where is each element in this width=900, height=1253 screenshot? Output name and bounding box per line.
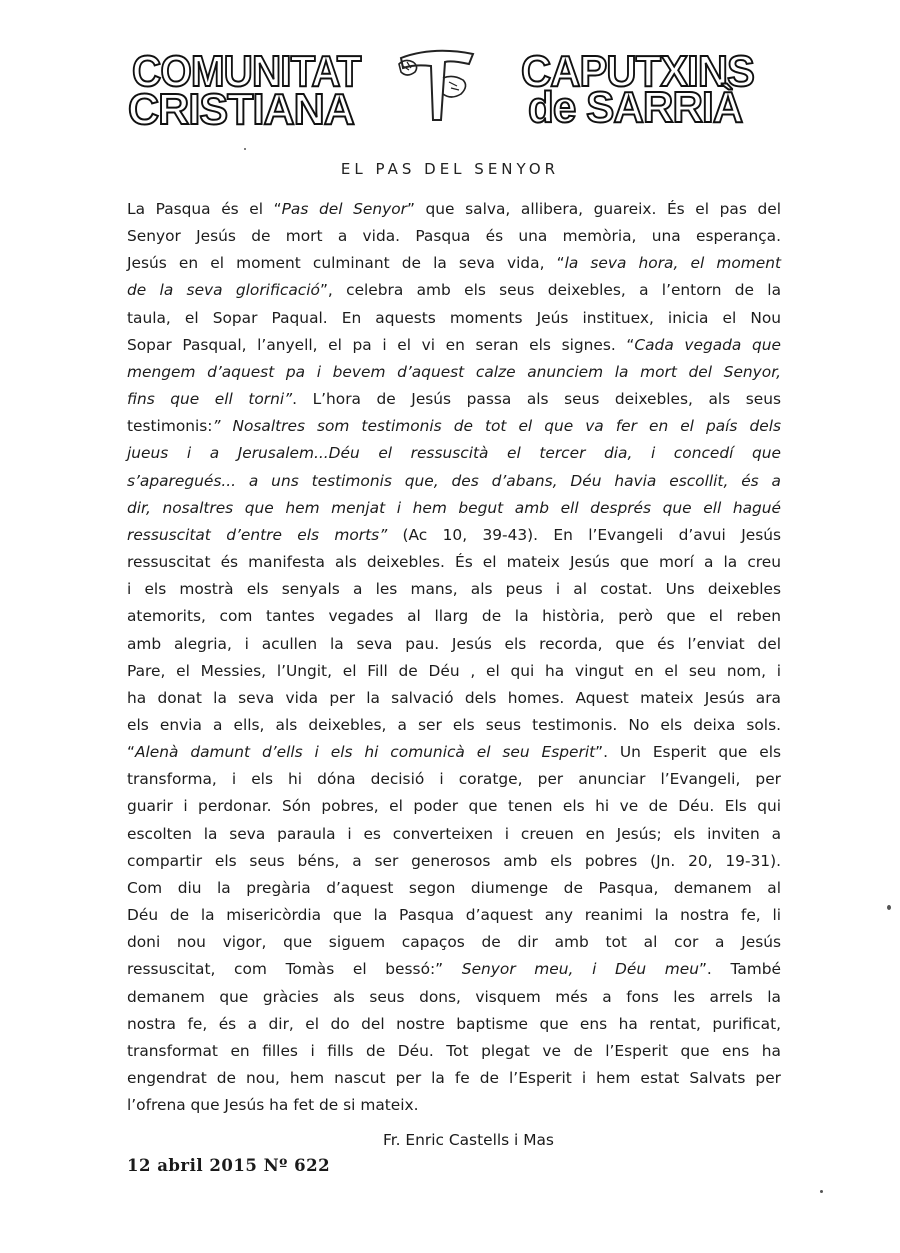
body-text: ressuscitat és manifesta als deixebles. És el mateix Jesús que morí a la creu bbox=[127, 553, 781, 572]
article-line bbox=[127, 495, 781, 522]
italic-quote-text: la seva hora, el moment bbox=[564, 254, 781, 273]
logo-right-line2: de SARRIÀ bbox=[528, 83, 743, 132]
body-text: ressuscitat, com Tomàs el bessó:” bbox=[127, 960, 462, 979]
issue-date-number: 12 abril 2015 Nº 622 bbox=[127, 1156, 331, 1175]
article-line bbox=[127, 413, 781, 440]
italic-quote-text: Senyor meu, i Déu meu bbox=[461, 960, 699, 979]
signature: Fr. Enric Castells i Mas bbox=[383, 1131, 554, 1149]
body-text: l’ofrena que Jesús ha fet de si mateix. bbox=[127, 1096, 419, 1115]
article-line bbox=[127, 223, 781, 250]
article-line bbox=[127, 956, 781, 983]
article-line bbox=[127, 386, 781, 413]
body-text: engendrat de nou, hem nascut per la fe de l’Esperit i hem estat Salvats per bbox=[127, 1069, 781, 1087]
body-text: taula, el Sopar Paqual. En aquests moments Jeús instituex, inicia el Nou bbox=[127, 308, 781, 327]
logo-left-line1: COMUNITAT bbox=[132, 47, 361, 96]
italic-quote-text: mengem d’aquest pa i bevem d’aquest calze anunciem la mort del Senyor, bbox=[127, 362, 781, 381]
body-text: “ bbox=[127, 743, 135, 762]
scan-speck bbox=[887, 905, 891, 910]
italic-quote-text: fins que ell torni” bbox=[127, 390, 293, 409]
italic-quote-text: ressuscitat d’entre els morts” bbox=[127, 525, 388, 544]
body-text: atemorits, com tantes vegades al llarg de la història, però que el reben bbox=[127, 607, 781, 626]
italic-quote-text: dir, nosaltres que hem menjat i hem begut amb ell després que ell hagué bbox=[127, 498, 781, 517]
body-text: ” que salva, allibera, guareix. És el pas del bbox=[406, 200, 781, 218]
article-line bbox=[127, 821, 781, 848]
body-text: transforma, i els hi dóna decisió i coratge, per anunciar l’Evangeli, per bbox=[127, 770, 781, 789]
italic-quote-text: Pas del Senyor bbox=[281, 200, 407, 218]
body-text: doni nou vigor, que siguem capaços de dir amb tot al cor a Jesús bbox=[127, 933, 781, 952]
body-text: ”. També bbox=[698, 960, 781, 979]
article-line bbox=[127, 468, 781, 495]
franciscan-cross-hands-icon bbox=[393, 44, 477, 124]
article-line bbox=[127, 250, 781, 277]
italic-quote-text: jueus i a Jerusalem...Déu el ressuscità el tercer dia, i concedí que bbox=[127, 444, 781, 463]
article-line bbox=[127, 522, 781, 549]
article-line bbox=[127, 631, 781, 658]
article-title: EL PAS DEL SENYOR bbox=[340, 160, 560, 178]
body-text: Senyor Jesús de mort a vida. Pasqua és una memòria, una esperança. bbox=[127, 227, 781, 246]
article-line bbox=[127, 603, 781, 630]
body-text: els envia a ells, als deixebles, a ser els seus testimonis. No els deixa sols. bbox=[127, 715, 781, 734]
article-line bbox=[127, 848, 781, 875]
body-text: Sopar Pasqual, l’anyell, el pa i el vi en seran els signes. “ bbox=[127, 335, 635, 354]
body-text: La Pasqua és el “ bbox=[127, 200, 282, 218]
article-line bbox=[127, 902, 781, 929]
body-text: i els mostrà els senyals a les mans, als peus i al costat. Uns deixebles bbox=[127, 580, 781, 599]
article-line bbox=[127, 1065, 781, 1092]
body-text: compartir els seus béns, a ser generosos amb els pobres (Jn. 20, 19-31). bbox=[127, 851, 781, 870]
scan-speck bbox=[244, 148, 246, 150]
article-line bbox=[127, 359, 781, 386]
body-text: (Ac 10, 39-43). En l’Evangeli d’avui Jesús bbox=[387, 525, 781, 544]
body-text: Déu de la misericòrdia que la Pasqua d’aquest any reanimi la nostra fe, li bbox=[127, 906, 781, 925]
italic-quote-text: Cada vegada que bbox=[634, 335, 781, 354]
article-line bbox=[127, 658, 781, 685]
article-line bbox=[127, 1038, 781, 1065]
body-text: demanem que gràcies als seus dons, visquem més a fons les arrels la bbox=[127, 987, 781, 1006]
body-text: testimonis: bbox=[127, 417, 213, 436]
body-text: Pare, el Messies, l’Ungit, el Fill de Déu , el qui ha vingut en el seu nom, i bbox=[127, 661, 781, 680]
article-line bbox=[127, 1011, 781, 1038]
article-line bbox=[127, 277, 781, 304]
article-line bbox=[127, 685, 781, 712]
article-line bbox=[127, 440, 781, 467]
logo-right-line1: CAPUTXINS bbox=[521, 47, 754, 96]
italic-quote-text: Alenà damunt d’ells i els hi comunicà el seu Esperit bbox=[134, 743, 596, 762]
body-text: nostra fe, és a dir, el do del nostre baptisme que ens ha rentat, purificat, bbox=[127, 1014, 781, 1033]
body-text: amb alegria, i acullen la seva pau. Jesús els recorda, que és l’enviat del bbox=[127, 634, 781, 653]
article-line bbox=[127, 766, 781, 793]
article-line bbox=[127, 196, 781, 223]
article-line bbox=[127, 1092, 781, 1119]
article-body bbox=[127, 196, 781, 1119]
body-text: transformat en filles i fills de Déu. Tot plegat ve de l’Esperit que ens ha bbox=[127, 1041, 781, 1060]
body-text: ”, celebra amb els seus deixebles, a l’entorn de la bbox=[319, 281, 781, 300]
article-line bbox=[127, 549, 781, 576]
body-text: Com diu la pregària d’aquest segon diumenge de Pasqua, demanem al bbox=[127, 878, 781, 897]
article-line bbox=[127, 576, 781, 603]
body-text: escolten la seva paraula i es converteixen i creuen en Jesús; els inviten a bbox=[127, 824, 781, 843]
body-text: ha donat la seva vida per la salvació dels homes. Aquest mateix Jesús ara bbox=[127, 688, 781, 707]
article-line bbox=[127, 984, 781, 1011]
body-text: . L’hora de Jesús passa als seus deixebles, als seus bbox=[292, 390, 781, 409]
italic-quote-text: s’aparegués... a uns testimonis que, des d’abans, Déu havia escollit, és a bbox=[127, 471, 781, 490]
article-line bbox=[127, 739, 781, 766]
scan-speck bbox=[820, 1190, 823, 1193]
italic-quote-text: ” Nosaltres som testimonis de tot el que va fer en el país dels bbox=[212, 417, 781, 436]
italic-quote-text: de la seva glorificació bbox=[127, 281, 320, 300]
logo-left-line2: CRISTIANA bbox=[128, 85, 354, 134]
body-text: Jesús en el moment culminant de la seva vida, “ bbox=[127, 254, 565, 273]
article-line bbox=[127, 929, 781, 956]
article-line bbox=[127, 332, 781, 359]
article-line bbox=[127, 305, 781, 332]
body-text: ”. Un Esperit que els bbox=[595, 743, 781, 762]
body-text: guarir i perdonar. Són pobres, el poder que tenen els hi ve de Déu. Els qui bbox=[127, 797, 781, 816]
article-line bbox=[127, 793, 781, 820]
article-line bbox=[127, 712, 781, 739]
article-line bbox=[127, 875, 781, 902]
